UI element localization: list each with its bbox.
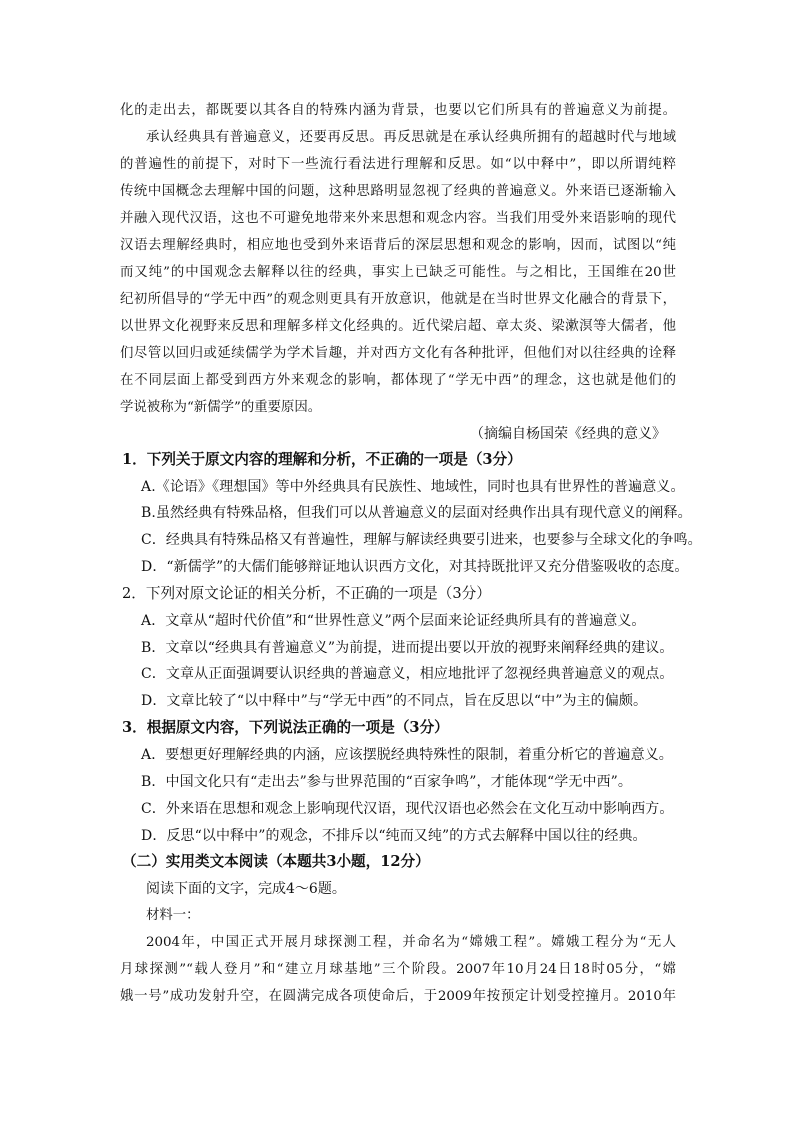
question-1-option-a: A.《论语》《理想国》等中外经典具有民族性、地域性，同时也具有世界性的普遍意义。 xyxy=(141,479,685,495)
question-3-option-a: A．要想更好理解经典的内涵，应该摆脱经典特殊性的限制，着重分析它的普遍意义。 xyxy=(141,747,673,763)
question-2-stem: 2．下列对原文论证的相关分析，不正确的一项是（3分） xyxy=(122,585,491,602)
question-2-option-b: B．文章以“经典具有普遍意义”为前提，进而提出要以开放的视野来阐释经典的建议。 xyxy=(141,640,674,656)
question-1-option-b: B.虽然经典有特殊品格，但我们可以从普遍意义的层面对经典作出具有现代意义的阐释。 xyxy=(141,505,692,521)
source-citation: （摘编自杨国荣《经典的意义》 xyxy=(470,426,666,442)
question-3-option-d: D．反思“以中释中”的观念，不排斥以“纯而又纯”的方式去解释中国以往的经典。 xyxy=(141,828,647,844)
question-2-option-a: A．文章从“超时代价值”和“世界性意义”两个层面来论证经典所具有的普遍意义。 xyxy=(141,613,646,629)
passage-line: 承认经典具有普遍意义，还要再反思。再反思就是在承认经典所拥有的超越时代与地域 xyxy=(146,130,676,145)
question-2-option-c: C．文章从正面强调要认识经典的普遍意义，相应地批评了忽视经典普遍意义的观点。 xyxy=(141,666,674,682)
question-3-option-b: B．中国文化只有“走出去”参与世界范围的“百家争鸣”，才能体现“学无中西”。 xyxy=(141,774,633,790)
passage-line: 而又纯”的中国观念去解释以往的经典，事实上已缺乏可能性。与之相比，王国维在20世 xyxy=(120,265,676,280)
material-line: 月球探测”“载人登月”和“建立月球基地”三个阶段。2007年10月24日18时05分，“嫦 xyxy=(120,962,676,977)
passage-line: 汉语去理解经典时，相应地也受到外来语背后的深层思想和观念的影响，因而，试图以“纯 xyxy=(120,238,676,253)
material-line: 2004年，中国正式开展月球探测工程，并命名为“嫦娥工程”。嫦娥工程分为“无人 xyxy=(146,935,676,950)
section-2-title: （二）实用类文本阅读（本题共3小题，12分） xyxy=(122,853,430,870)
question-1-stem: 1．下列关于原文内容的理解和分析，不正确的一项是（3分） xyxy=(122,451,522,468)
passage-line: 们尽管以回归或延续儒学为学术旨趣，并对西方文化有各种批评，但他们对以往经典的诠释 xyxy=(120,346,676,361)
passage-line: 传统中国概念去理解中国的问题，这种思路明显忽视了经典的普遍意义。外来语已逐渐输入 xyxy=(120,184,676,199)
passage-line: 纪初所倡导的“学无中西”的观念则更具有开放意识，他就是在当时世界文化融合的背景下， xyxy=(120,292,676,307)
passage-line: 化的走出去，都既要以其各自的特殊内涵为背景，也要以它们所具有的普遍意义为前提。 xyxy=(120,103,676,118)
material-label: 材料一： xyxy=(146,908,200,923)
question-3-stem: 3．根据原文内容，下列说法正确的一项是（3分） xyxy=(122,719,449,736)
question-1-option-c: C．经典具有特殊品格又有普遍性，理解与解读经典要引进来，也要参与全球文化的争鸣。 xyxy=(141,532,702,548)
question-1-option-d: D．“新儒学”的大儒们能够辩证地认识西方文化，对其持既批评又充分借鉴吸收的态度。 xyxy=(141,559,689,575)
passage-line: 并融入现代汉语，这也不可避免地带来外来思想和观念内容。当我们用受外来语影响的现代 xyxy=(120,211,676,226)
question-2-option-d: D．文章比较了“以中释中”与“学无中西”的不同点，旨在反思以“中”为主的偏颇。 xyxy=(141,693,648,709)
passage-line: 在不同层面上都受到西方外来观念的影响，都体现了“学无中西”的理念，这也就是他们的 xyxy=(120,373,676,388)
material-line: 娥一号”成功发射升空，在圆满完成各项使命后，于2009年按预定计划受控撞月。2010年 xyxy=(120,989,676,1004)
passage-line: 学说被称为“新儒学”的重要原因。 xyxy=(120,400,322,415)
section-2-instruction: 阅读下面的文字，完成4～6题。 xyxy=(146,881,346,897)
passage-line: 以世界文化视野来反思和理解多样文化经典的。近代梁启超、章太炎、梁漱溟等大儒者，他 xyxy=(120,319,676,334)
passage-line: 的普遍性的前提下，对时下一些流行看法进行理解和反思。如“以中释中”，即以所谓纯粹 xyxy=(120,157,676,172)
question-3-option-c: C．外来语在思想和观念上影响现代汉语，现代汉语也必然会在文化互动中影响西方。 xyxy=(141,801,674,817)
